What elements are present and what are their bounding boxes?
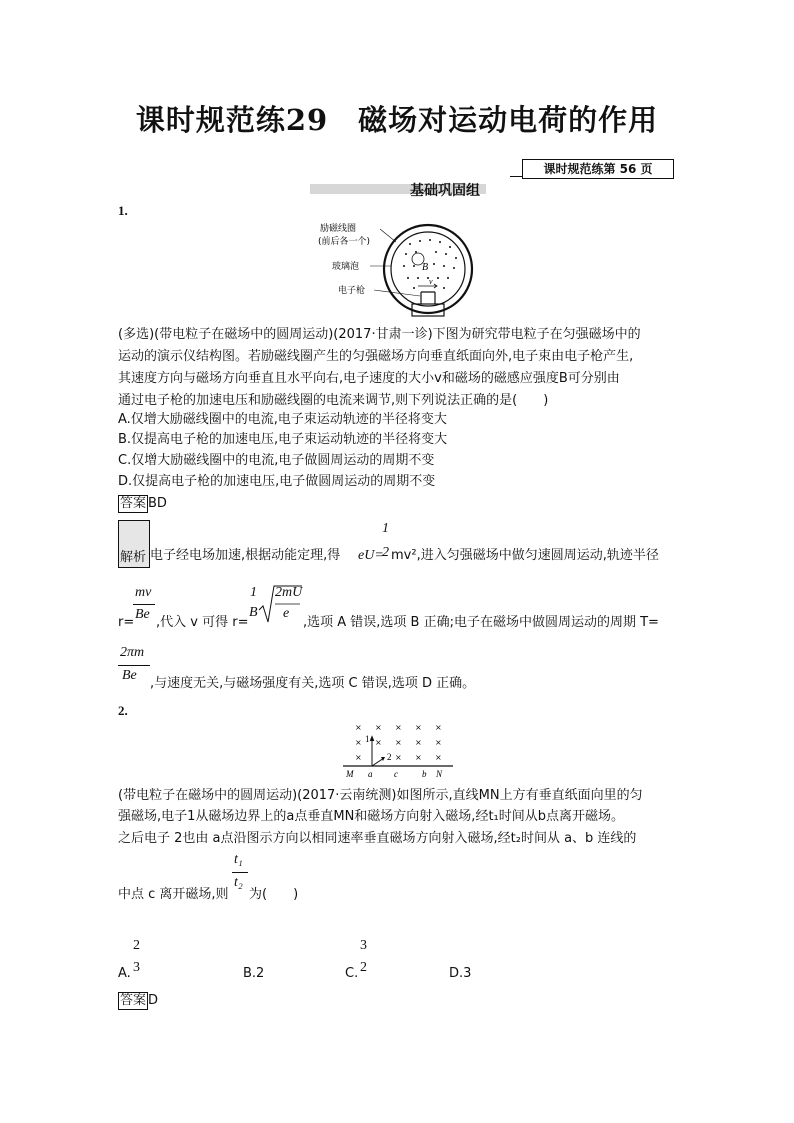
section-title: 基础巩固组 xyxy=(410,183,480,199)
frac-1B-den: B xyxy=(249,605,258,620)
q1-stem-line-3: 其速度方向与磁场方向垂直且水平向右,电子速度的大小v和磁场的磁感应强度B可分别由 xyxy=(118,371,620,386)
analysis-line-2b: ,代入 v 可得 r= xyxy=(156,615,249,630)
svg-text:×: × xyxy=(415,723,422,732)
q2-stem-line-3: 之后电子 2也由 a点沿图示方向以相同速率垂直磁场方向射入磁场,经t₂时间从 a、b 连线的 xyxy=(118,831,637,846)
svg-text:×: × xyxy=(355,753,362,762)
q1-option-b: B.仅提高电子枪的加速电压,电子束运动轨迹的半径将变大 xyxy=(118,432,448,447)
q1-stem-line-1: (多选)(带电粒子在磁场中的圆周运动)(2017·甘肃一诊)下图为研究带电粒子在匀强磁场中的 xyxy=(118,327,641,342)
label-bulb: 玻璃泡 xyxy=(332,262,360,272)
frac-mv-num: mv xyxy=(135,585,152,600)
analysis-line-2c: ,选项 A 错误,选项 B 正确;电子在磁场中做圆周运动的周期 T= xyxy=(303,615,659,630)
svg-text:×: × xyxy=(415,738,422,747)
q2-stem-line-1: (带电粒子在磁场中的圆周运动)(2017·云南统测)如图所示,直线MN上方有垂直纸面向里的匀 xyxy=(118,788,643,803)
ratio-bar xyxy=(232,872,248,873)
svg-text:×: × xyxy=(375,738,382,747)
svg-text:×: × xyxy=(355,723,362,732)
svg-text:×: × xyxy=(395,753,402,762)
q2-answer-value: D xyxy=(148,993,159,1008)
q2-option-c-prefix: C. xyxy=(345,966,359,981)
q2-stem-last-a: 中点 c 离开磁场,则 xyxy=(118,887,229,902)
svg-text:×: × xyxy=(435,753,442,762)
label-gun: 电子枪 xyxy=(338,286,366,296)
frac-T-den: Be xyxy=(122,668,137,683)
sqrt-num: 2mU xyxy=(275,585,303,600)
analysis-line-3: ,与速度无关,与磁场强度有关,选项 C 错误,选项 D 正确。 xyxy=(150,676,476,691)
ratio-den: t₂ xyxy=(234,875,243,890)
svg-text:×: × xyxy=(355,738,362,747)
q1-answer-value: BD xyxy=(148,496,167,511)
q1-option-c: C.仅增大励磁线圈中的电流,电子做圆周运动的周期不变 xyxy=(118,453,435,468)
ref-leader-line xyxy=(510,176,522,177)
q2-option-d: D.3 xyxy=(449,966,472,981)
question-2-number: 2. xyxy=(118,703,128,718)
electron-1-label: 1 xyxy=(365,734,370,744)
leader-coil xyxy=(380,229,396,242)
q2-option-a-den: 3 xyxy=(133,960,140,975)
analysis-line-1a: 电子经电场加速,根据动能定理,得 xyxy=(150,548,341,563)
point-c: c xyxy=(394,769,398,779)
q2-stem-line-2: 强磁场,电子1从磁场边界上的a点垂直MN和磁场方向射入磁场,经t₁时间从b点离开磁场。 xyxy=(118,809,625,824)
analysis-line-1c: mv²,进入匀强磁场中做匀速圆周运动,轨迹半径 xyxy=(391,548,659,563)
q2-stem-last-b: 为( ) xyxy=(249,887,299,902)
frac-half-den: 2 xyxy=(382,545,389,560)
svg-text:×: × xyxy=(375,723,382,732)
q1-answer-row xyxy=(118,493,167,515)
electron-2-label: 2 xyxy=(387,752,392,762)
velocity-label: v xyxy=(429,277,433,286)
q1-stem-line-4: 通过电子枪的加速电压和励磁线圈的电流来调节,则下列说法正确的是( ) xyxy=(118,393,549,408)
electron-gun xyxy=(421,292,435,304)
svg-text:×: × xyxy=(435,738,442,747)
point-a: a xyxy=(368,769,373,779)
q2-field-figure xyxy=(338,720,458,780)
question-1-number: 1. xyxy=(118,203,128,218)
label-coil-2: (前后各一个) xyxy=(318,237,371,247)
analysis-line-2a: r= xyxy=(118,615,135,630)
page-title: 课时规范练29 磁场对运动电荷的作用 xyxy=(135,103,659,137)
frac-1B-num: 1 xyxy=(250,585,257,600)
q2-option-b: B.2 xyxy=(243,966,265,981)
q2-option-a-prefix: A. xyxy=(118,966,131,981)
q1-stem-line-2: 运动的演示仪结构图。若励磁线圈产生的匀强磁场方向垂直纸面向外,电子束由电子枪产生, xyxy=(118,349,634,364)
frac-mv-bar xyxy=(133,604,155,605)
analysis-label: 解析 xyxy=(120,550,147,565)
ratio-num: t₁ xyxy=(234,852,243,867)
svg-text:×: × xyxy=(415,753,422,762)
svg-text:×: × xyxy=(395,723,402,732)
field-label: B xyxy=(422,262,429,273)
sqrt-den: e xyxy=(283,606,290,621)
analysis-line-1b: eU= xyxy=(358,548,384,563)
svg-text:×: × xyxy=(395,738,402,747)
leader-gun xyxy=(374,290,420,296)
svg-text:×: × xyxy=(435,723,442,732)
q1-apparatus-figure xyxy=(318,222,478,318)
q2-answer-row xyxy=(118,990,158,1012)
frac-half-num: 1 xyxy=(382,521,389,536)
frac-T-bar xyxy=(118,665,150,666)
point-b: b xyxy=(422,769,427,779)
answer-label: 答案 xyxy=(120,993,147,1008)
analysis-label-box xyxy=(118,520,150,568)
point-m: M xyxy=(346,769,354,779)
q2-option-a-num: 2 xyxy=(133,938,140,953)
label-coil: 励磁线圈 xyxy=(320,224,357,234)
q2-option-c-num: 3 xyxy=(360,938,367,953)
frac-mv-den: Be xyxy=(135,607,150,622)
point-n: N xyxy=(436,769,443,779)
q2-option-c-den: 2 xyxy=(360,960,367,975)
q1-option-d: D.仅提高电子枪的加速电压,电子做圆周运动的周期不变 xyxy=(118,474,436,489)
q1-option-a: A.仅增大励磁线圈中的电流,电子束运动轨迹的半径将变大 xyxy=(118,412,447,427)
answer-label: 答案 xyxy=(120,496,147,511)
electron-1-arrowhead xyxy=(370,736,374,741)
ref-box: 课时规范练第 56 页 xyxy=(522,159,674,179)
frac-T-num: 2πm xyxy=(120,645,145,660)
